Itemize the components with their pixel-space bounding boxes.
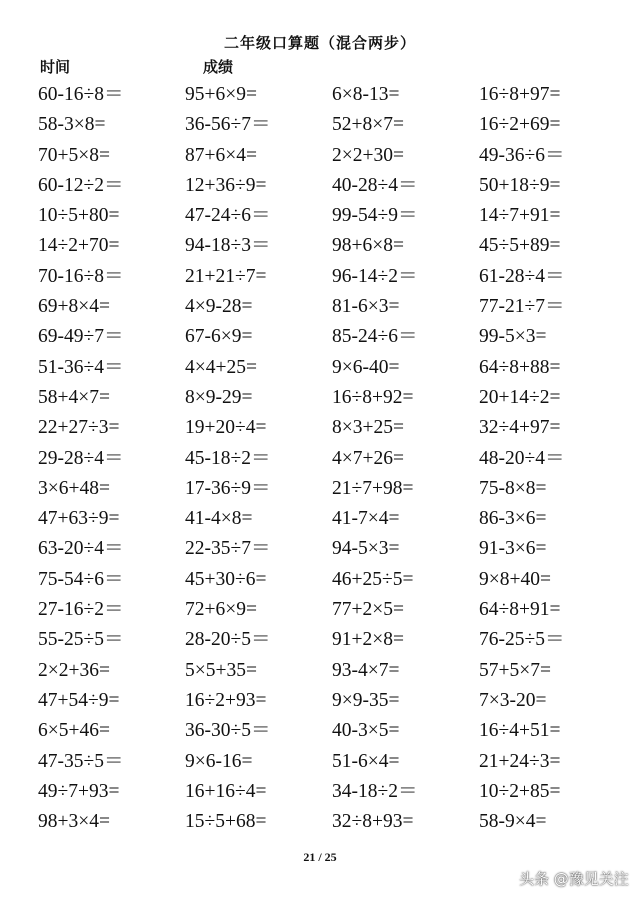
problem-item: 36-30÷5＝ bbox=[185, 720, 271, 742]
problem-item: 69-49÷7＝ bbox=[38, 326, 124, 348]
problem-item: 12+36÷9= bbox=[185, 174, 267, 196]
problem-item: 41-7×4= bbox=[332, 508, 400, 530]
page-number: 21 / 25 bbox=[303, 850, 337, 864]
wechat-icon bbox=[493, 870, 515, 888]
problem-item: 6×8-13= bbox=[332, 84, 400, 105]
problem-item: 69+8×4= bbox=[38, 296, 110, 318]
problem-item: 76-25÷5＝ bbox=[479, 629, 565, 651]
problem-item: 32÷8+93= bbox=[332, 811, 414, 833]
problem-item: 47-35÷5＝ bbox=[38, 750, 124, 772]
problem-item: 40-3×5= bbox=[332, 720, 400, 742]
problem-item: 4×7+26= bbox=[332, 447, 404, 469]
problem-item: 99-54÷9＝ bbox=[332, 205, 418, 227]
problem-item: 99-5×3= bbox=[479, 326, 547, 348]
problem-item: 50+18÷9= bbox=[479, 174, 561, 196]
problem-item: 61-28÷4＝ bbox=[479, 265, 565, 287]
problem-item: 34-18÷2＝ bbox=[332, 780, 418, 802]
problem-item: 27-16÷2＝ bbox=[38, 599, 124, 621]
problem-item: 86-3×6= bbox=[479, 508, 547, 530]
problem-item: 9×8+40= bbox=[479, 568, 551, 590]
problem-item: 45+30÷6= bbox=[185, 568, 267, 590]
problem-item: 67-6×9= bbox=[185, 326, 253, 348]
problem-item: 70+5×8= bbox=[38, 144, 110, 166]
problem-item: 3×6+48= bbox=[38, 477, 110, 499]
problem-item: 19+20÷4= bbox=[185, 417, 267, 439]
problem-item: 58-9×4= bbox=[479, 811, 547, 833]
problem-item: 14÷7+91= bbox=[479, 205, 561, 227]
problem-grid bbox=[38, 80, 638, 837]
problem-item: 98+6×8= bbox=[332, 235, 404, 257]
problem-item: 77-21÷7＝ bbox=[479, 296, 565, 318]
problem-item: 10÷2+85= bbox=[479, 780, 561, 802]
problem-item: 41-4×8= bbox=[185, 508, 253, 530]
problem-item: 60-12÷2＝ bbox=[38, 174, 124, 196]
problem-item: 16÷8+92= bbox=[332, 386, 414, 408]
problem-item: 29-28÷4＝ bbox=[38, 447, 124, 469]
page-title: 二年级口算题（混合两步） bbox=[223, 34, 416, 52]
problem-item: 14÷2+70= bbox=[38, 235, 120, 257]
problem-item: 55-25÷5＝ bbox=[38, 629, 124, 651]
problem-item: 21+21÷7= bbox=[185, 265, 267, 287]
problem-item: 49÷7+93= bbox=[38, 780, 120, 802]
score-label: 成绩 bbox=[203, 58, 234, 76]
problem-item: 21÷7+98= bbox=[332, 477, 414, 499]
problem-item: 75-8×8= bbox=[479, 477, 547, 499]
problem-item: 22-35÷7＝ bbox=[185, 538, 271, 560]
problem-item: 75-54÷6＝ bbox=[38, 568, 124, 590]
time-label: 时间 bbox=[40, 58, 71, 76]
watermark-text: 头条 @豫见关注 bbox=[519, 870, 629, 888]
problem-item: 47+54÷9= bbox=[38, 689, 120, 711]
problem-item: 45-18÷2＝ bbox=[185, 447, 271, 469]
problem-item: 52+8×7= bbox=[332, 114, 404, 136]
problem-item: 4×9-28= bbox=[185, 296, 253, 318]
problem-item: 16+16÷4= bbox=[185, 780, 267, 802]
problem-item: 47+63÷9= bbox=[38, 508, 120, 530]
problem-item: 22+27÷3= bbox=[38, 417, 120, 439]
problem-item: 8×9-29= bbox=[185, 386, 253, 408]
problem-item: 51-36÷4＝ bbox=[38, 356, 124, 378]
problem-item: 93-4×7= bbox=[332, 659, 400, 681]
problem-item: 15÷5+68= bbox=[185, 811, 267, 833]
problem-item: 16÷4+51= bbox=[479, 720, 561, 742]
problem-item: 96-14÷2＝ bbox=[332, 265, 418, 287]
problem-item: 6×5+46= bbox=[38, 720, 110, 742]
problem-item: 47-24÷6＝ bbox=[185, 205, 271, 227]
problem-item: 48-20÷4＝ bbox=[479, 447, 565, 469]
problem-item: 28-20÷5＝ bbox=[185, 629, 271, 651]
problem-item: 21+24÷3= bbox=[479, 750, 561, 772]
problem-item: 60-16÷8＝ bbox=[38, 84, 124, 105]
problem-item: 16÷2+69= bbox=[479, 114, 561, 136]
problem-item: 5×5+35= bbox=[185, 659, 257, 681]
problem-item: 81-6×3= bbox=[332, 296, 400, 318]
problem-item: 85-24÷6＝ bbox=[332, 326, 418, 348]
problem-item: 45÷5+89= bbox=[479, 235, 561, 257]
problem-item: 20+14÷2= bbox=[479, 386, 561, 408]
problem-item: 9×6-16= bbox=[185, 750, 253, 772]
problem-item: 8×3+25= bbox=[332, 417, 404, 439]
problem-item: 2×2+36= bbox=[38, 659, 110, 681]
problem-item: 94-5×3= bbox=[332, 538, 400, 560]
problem-item: 63-20÷4＝ bbox=[38, 538, 124, 560]
problem-item: 64÷8+91= bbox=[479, 599, 561, 621]
problem-item: 9×6-40= bbox=[332, 356, 400, 378]
problem-item: 94-18÷3＝ bbox=[185, 235, 271, 257]
watermark bbox=[493, 868, 629, 889]
problem-item: 17-36÷9＝ bbox=[185, 477, 271, 499]
problem-item: 32÷4+97= bbox=[479, 417, 561, 439]
problem-item: 40-28÷4＝ bbox=[332, 174, 418, 196]
problem-item: 4×4+25= bbox=[185, 356, 257, 378]
problem-item: 77+2×5= bbox=[332, 599, 404, 621]
problem-item: 57+5×7= bbox=[479, 659, 551, 681]
problem-item: 91+2×8= bbox=[332, 629, 404, 651]
problem-item: 72+6×9= bbox=[185, 599, 257, 621]
problem-item: 87+6×4= bbox=[185, 144, 257, 166]
problem-item: 58+4×7= bbox=[38, 386, 110, 408]
problem-item: 36-56÷7＝ bbox=[185, 114, 271, 136]
problem-item: 95+6×9= bbox=[185, 84, 257, 105]
problem-item: 10÷5+80= bbox=[38, 205, 120, 227]
problem-item: 91-3×6= bbox=[479, 538, 547, 560]
problem-item: 46+25÷5= bbox=[332, 568, 414, 590]
problem-item: 9×9-35= bbox=[332, 689, 400, 711]
problem-item: 49-36÷6＝ bbox=[479, 144, 565, 166]
problem-item: 58-3×8= bbox=[38, 114, 106, 136]
problem-item: 16÷2+93= bbox=[185, 689, 267, 711]
problem-item: 16÷8+97= bbox=[479, 84, 561, 105]
problem-item: 98+3×4= bbox=[38, 811, 110, 833]
problem-item: 51-6×4= bbox=[332, 750, 400, 772]
problem-item: 70-16÷8＝ bbox=[38, 265, 124, 287]
problem-item: 7×3-20= bbox=[479, 689, 547, 711]
problem-item: 64÷8+88= bbox=[479, 356, 561, 378]
problem-item: 2×2+30= bbox=[332, 144, 404, 166]
